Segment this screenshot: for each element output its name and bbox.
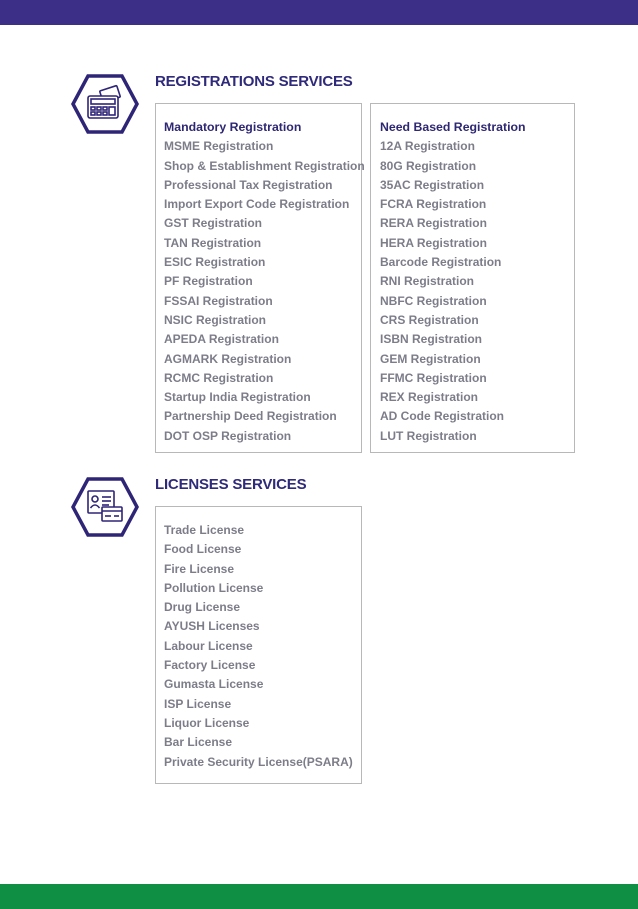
list-item: FSSAI Registration	[164, 293, 273, 308]
list-item: RNI Registration	[380, 274, 475, 289]
list-item: Shop & Establishment Registration	[164, 158, 365, 173]
list-item: CRS Registration	[380, 312, 479, 327]
list-item: Partnership Deed Registration	[164, 409, 337, 424]
list-item: AD Code Registration	[380, 409, 505, 424]
list-item: LUT Registration	[380, 428, 477, 443]
list-item: APEDA Registration	[164, 332, 279, 347]
bottom-banner-bar	[0, 884, 638, 909]
list-item: RERA Registration	[380, 216, 487, 231]
list-item: AGMARK Registration	[164, 351, 292, 366]
list-item: 12A Registration	[380, 139, 475, 154]
list-item: Barcode Registration	[380, 255, 502, 270]
list-item: Fire License	[164, 561, 235, 576]
mandatory-registration-heading: Mandatory Registration	[164, 120, 302, 134]
list-item: GST Registration	[164, 216, 263, 231]
list-item: HERA Registration	[380, 235, 487, 250]
need-based-registration-heading: Need Based Registration	[380, 120, 526, 134]
list-item: Liquor License	[164, 715, 250, 730]
list-item: Professional Tax Registration	[164, 177, 333, 192]
list-item: Import Export Code Registration	[164, 197, 350, 212]
list-item: Bar License	[164, 735, 233, 750]
licenses-section-title: LICENSES SERVICES	[155, 476, 307, 493]
list-item: DOT OSP Registration	[164, 428, 292, 443]
need-based-registration-list	[380, 118, 574, 446]
mandatory-registration-list	[164, 118, 365, 446]
list-item: PF Registration	[164, 274, 253, 289]
licenses-list	[164, 521, 361, 772]
list-item: NBFC Registration	[380, 293, 487, 308]
need-based-registration-box	[370, 103, 575, 453]
registration-calculator-icon	[71, 74, 139, 134]
list-item: ESIC Registration	[164, 255, 266, 270]
list-item: 80G Registration	[380, 158, 477, 173]
list-item: RCMC Registration	[164, 370, 274, 385]
list-item: ISP License	[164, 696, 232, 711]
list-item: Pollution License	[164, 580, 264, 595]
list-item: Labour License	[164, 638, 253, 653]
licenses-box	[155, 506, 362, 784]
mandatory-registration-box	[155, 103, 365, 453]
license-id-card-icon	[71, 477, 139, 537]
list-item: Startup India Registration	[164, 390, 311, 405]
list-item: ISBN Registration	[380, 332, 483, 347]
list-item: Trade License	[164, 523, 245, 537]
list-item: FFMC Registration	[380, 370, 487, 385]
list-item: NSIC Registration	[164, 312, 267, 327]
list-item: MSME Registration	[164, 139, 274, 154]
list-item: Factory License	[164, 658, 256, 673]
list-item: TAN Registration	[164, 235, 262, 250]
list-item: FCRA Registration	[380, 197, 487, 212]
list-item: GEM Registration	[380, 351, 481, 366]
list-item: Gumasta License	[164, 677, 264, 692]
list-item: Private Security License(PSARA)	[164, 754, 353, 769]
list-item: AYUSH Licenses	[164, 619, 260, 634]
top-banner-bar	[0, 0, 638, 25]
list-item: REX Registration	[380, 390, 479, 405]
list-item: Food License	[164, 542, 242, 557]
registrations-section-title: REGISTRATIONS SERVICES	[155, 73, 353, 90]
list-item: Drug License	[164, 600, 241, 615]
list-item: 35AC Registration	[380, 177, 485, 192]
